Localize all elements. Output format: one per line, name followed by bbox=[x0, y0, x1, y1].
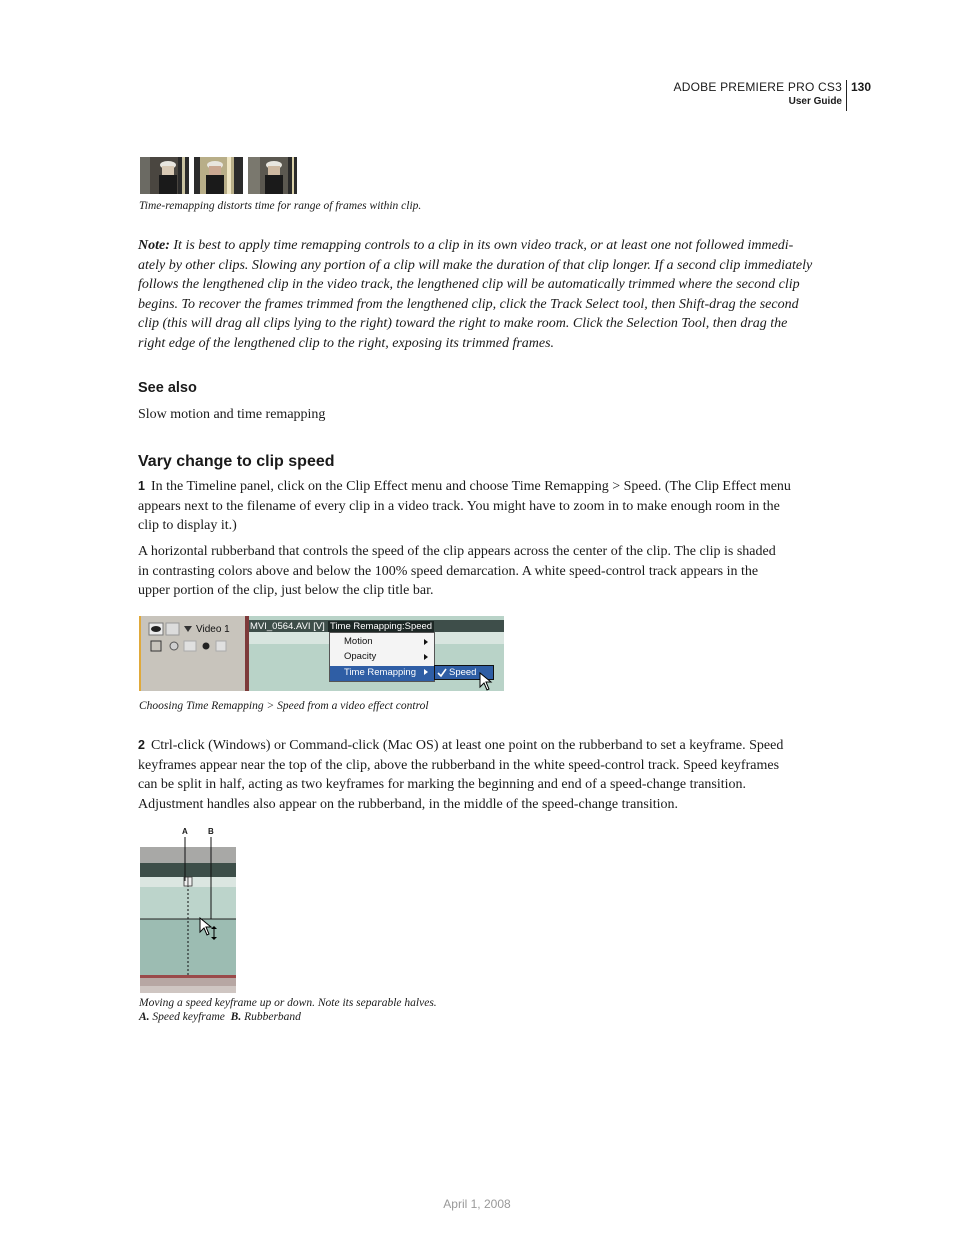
paragraph-line-3: upper portion of the clip, just below the clip title bar. bbox=[138, 583, 434, 599]
step-2-number: 2 bbox=[138, 738, 145, 752]
caption-text-a: Speed keyframe bbox=[152, 1011, 225, 1023]
section-heading: Vary change to clip speed bbox=[138, 453, 335, 470]
figure-3-caption-line: Moving a speed keyframe up or down. Note its separable halves. bbox=[139, 997, 437, 1009]
callout-label-b: B bbox=[208, 827, 214, 836]
step-2-line-4: Adjustment handles also appear on the rubberband, in the middle of the speed-change transition. bbox=[138, 796, 679, 812]
step-1-line-2: appears next to the filename of every clip in a video track. You might have to zoom in to make enough room in the bbox=[138, 498, 780, 514]
note-line-3: follows the lengthened clip in the video track, the lengthened clip will be automatically trimmed where the second clip bbox=[138, 277, 800, 293]
step-2-line-1: Ctrl-click (Windows) or Command-click (Mac OS) at least one point on the rubberband to set a keyframe. Speed bbox=[150, 738, 784, 753]
frame-thumbnail-1 bbox=[140, 157, 189, 194]
clip-effect-menu[interactable]: Time Remapping:Speed bbox=[330, 621, 433, 632]
checkmark-icon bbox=[435, 665, 449, 680]
frame-thumbnail-3 bbox=[248, 157, 297, 194]
see-also-link[interactable]: Slow motion and time remapping bbox=[138, 407, 326, 422]
caption-text-b: Rubberband bbox=[244, 1011, 301, 1023]
footer-date: April 1, 2008 bbox=[443, 1197, 511, 1211]
paragraph-line-1: A horizontal rubberband that controls the speed of the clip appears across the center of the clip. The clip is shaded bbox=[138, 544, 776, 559]
note-block bbox=[138, 236, 814, 354]
step-2-line-2: keyframes appear near the top of the clip, above the rubberband in the white speed-control track. Speed keyframes bbox=[138, 757, 780, 773]
menu-item-opacity[interactable]: Opacity bbox=[344, 651, 377, 662]
track-header bbox=[141, 616, 245, 691]
step-2-line-3: can be split in half, acting as two keyframes for marking the beginning and end of a speed-change transition. bbox=[138, 777, 747, 793]
note-line-4: begins. To recover the frames trimmed from the lengthened clip, click the Track Select tool, then Shift-drag the second bbox=[138, 296, 799, 312]
caption-key-b: B. bbox=[230, 1011, 242, 1023]
menu-item-time-remapping[interactable]: Time Remapping bbox=[330, 666, 434, 681]
note-line-2: ately by other clips. Slowing any portion of a clip will make the duration of that clip longer. If a second clip immediately bbox=[138, 257, 813, 273]
step-1-number: 1 bbox=[138, 479, 145, 493]
paragraph-line-2: in contrasting colors above and below the 100% speed demarcation. A white speed-control track appears in the bbox=[138, 563, 759, 579]
track-name: Video 1 bbox=[196, 624, 230, 635]
step-1 bbox=[138, 477, 814, 536]
clip-effect-dropdown bbox=[329, 632, 435, 682]
note-line-1: It is best to apply time remapping controls to a clip in its own video track, or at least one not followed immedi- bbox=[173, 238, 794, 253]
header-divider bbox=[846, 80, 847, 111]
submenu-item-speed[interactable]: Speed bbox=[434, 665, 494, 680]
running-header-product: ADOBE PREMIERE PRO CS3 bbox=[673, 80, 842, 94]
note-line-6: right edge of the lengthened clip to the right, exposing its trimmed frames. bbox=[138, 335, 555, 351]
mouse-pointer-icon bbox=[479, 672, 495, 691]
figure-3-caption bbox=[139, 996, 437, 1024]
figure-2-caption: Choosing Time Remapping > Speed from a video effect control bbox=[139, 700, 429, 712]
note-line-5: clip (this will drag all clips lying to the right) toward the right to make room. Click the Selection Tool, then drag the bbox=[138, 316, 788, 332]
page-number: 130 bbox=[851, 80, 872, 94]
figure-1-caption: Time-remapping distorts time for range of frames within clip. bbox=[139, 200, 422, 212]
adjust-cursor-icon bbox=[199, 917, 221, 941]
see-also-heading: See also bbox=[138, 380, 197, 396]
step-2 bbox=[138, 736, 814, 814]
callout-label-a: A bbox=[182, 827, 188, 836]
frame-thumbnail-2 bbox=[194, 157, 243, 194]
rubberband-paragraph bbox=[138, 542, 814, 601]
step-1-line-3: clip to display it.) bbox=[138, 518, 237, 534]
menu-item-motion[interactable]: Motion bbox=[344, 636, 373, 647]
caption-key-a: A. bbox=[139, 1011, 150, 1023]
clip-name: MVI_0564.AVI [V] bbox=[250, 621, 325, 632]
note-label: Note: bbox=[138, 238, 170, 253]
timeline-screenshot bbox=[139, 616, 504, 691]
running-header-guide: User Guide bbox=[788, 96, 842, 107]
step-1-line-1: In the Timeline panel, click on the Clip Effect menu and choose Time Remapping > Speed. (The Clip Effect menu bbox=[150, 479, 791, 494]
